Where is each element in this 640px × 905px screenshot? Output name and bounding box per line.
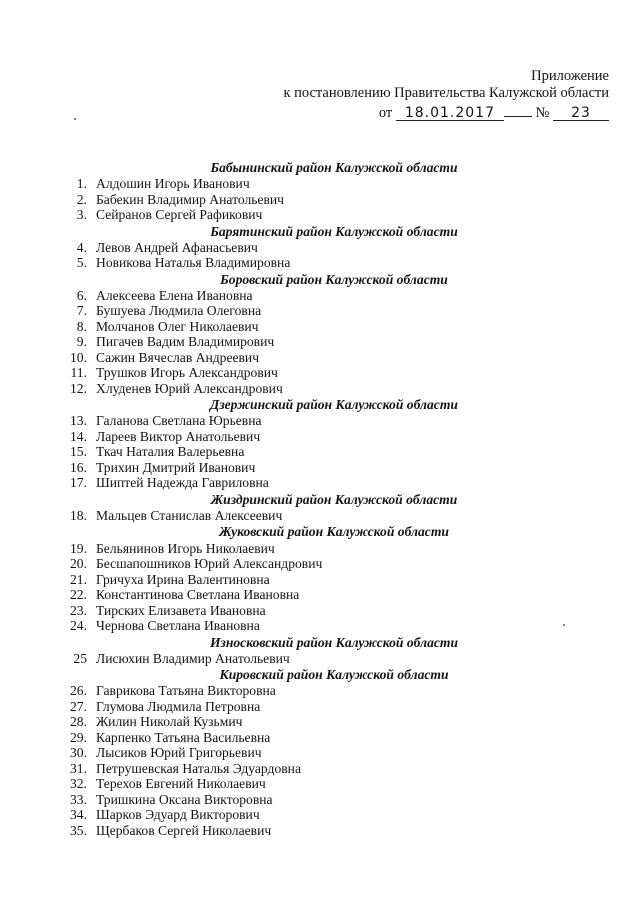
list-item (0, 572, 640, 588)
person-name: Глумова Людмила Петровна (96, 698, 261, 714)
list-item (0, 761, 640, 777)
person-name: Сейранов Сергей Рафикович (96, 207, 263, 223)
person-name: Гричуха Ирина Валентиновна (96, 571, 270, 587)
item-number: 33. (70, 791, 87, 807)
list-item (0, 460, 640, 476)
list-item (0, 541, 640, 557)
people-list (0, 159, 640, 838)
list-item (0, 319, 640, 335)
list-item (0, 792, 640, 808)
list-item (0, 381, 640, 397)
appendix-subtitle: к постановлению Правительства Калужской области (283, 85, 609, 101)
list-item (0, 745, 640, 761)
item-number: 11. (70, 365, 87, 381)
district-heading: Кировский район Калужской области (219, 667, 449, 683)
list-item (0, 556, 640, 572)
person-name: Трихин Дмитрий Иванович (96, 459, 256, 475)
list-item (0, 603, 640, 619)
district-heading: Боровский район Калужской области (220, 271, 448, 287)
list-item (0, 176, 640, 192)
item-number: 9. (76, 334, 87, 350)
item-number: 26. (70, 683, 87, 699)
list-item (0, 334, 640, 350)
item-number: 4. (76, 239, 87, 255)
person-name: Карпенко Татьяна Васильевна (96, 729, 271, 745)
person-name: Жилин Николай Кузьмич (96, 714, 243, 730)
person-name: Ткач Наталия Валерьевна (96, 444, 245, 460)
item-number: 16. (70, 459, 87, 475)
list-item (0, 730, 640, 746)
item-number: 23. (70, 602, 87, 618)
item-number: 30. (70, 745, 87, 761)
item-number: 32. (70, 776, 87, 792)
list-item (0, 683, 640, 699)
person-name: Галанова Светлана Юрьевна (96, 413, 262, 429)
item-number: 15. (70, 444, 87, 460)
person-name: Тирских Елизавета Ивановна (96, 602, 266, 618)
resolution-number: 23 (553, 106, 609, 121)
district-heading: Барятинский район Калужской области (210, 223, 458, 239)
item-number: 17. (70, 475, 87, 491)
list-item (0, 350, 640, 366)
number-prefix: № (535, 105, 550, 121)
list-item (0, 303, 640, 319)
person-name: Алексеева Елена Ивановна (96, 287, 253, 303)
person-name: Терехов Евгений Николаевич (96, 776, 266, 792)
item-number: 5. (76, 255, 87, 271)
list-item (0, 475, 640, 491)
item-number: 20. (70, 556, 87, 572)
item-number: 19. (70, 540, 87, 556)
person-name: Тришкина Оксана Викторовна (96, 791, 273, 807)
person-name: Константинова Светлана Ивановна (96, 587, 300, 603)
person-name: Хлуденев Юрий Александрович (96, 380, 283, 396)
person-name: Лысиков Юрий Григорьевич (96, 745, 262, 761)
item-number: 6. (76, 287, 87, 303)
list-item (0, 288, 640, 304)
person-name: Чернова Светлана Ивановна (96, 618, 260, 634)
underline-gap (504, 104, 532, 117)
person-name: Пигачев Вадим Владимирович (96, 334, 275, 350)
district-heading: Жуковский район Калужской области (219, 524, 449, 540)
district-heading: Дзержинский район Калужской области (210, 397, 458, 413)
person-name: Бесшапошников Юрий Александрович (96, 556, 323, 572)
item-number: 34. (70, 807, 87, 823)
person-name: Сажин Вячеслав Андреевич (96, 349, 260, 365)
resolution-meta (283, 104, 609, 122)
item-number: 25 (73, 650, 87, 666)
list-item (0, 240, 640, 256)
person-name: Мальцев Станислав Алексеевич (96, 507, 283, 523)
person-name: Новикова Наталья Владимировна (96, 255, 291, 271)
item-number: 8. (76, 318, 87, 334)
person-name: Лисюхин Владимир Анатольевич (96, 650, 290, 666)
item-number: 10. (70, 349, 87, 365)
person-name: Алдошин Игорь Иванович (96, 176, 250, 192)
person-name: Лареев Виктор Анатольевич (96, 428, 261, 444)
list-item (0, 651, 640, 667)
scan-speck (74, 118, 76, 120)
person-name: Молчанов Олег Николаевич (96, 318, 259, 334)
item-number: 14. (70, 428, 87, 444)
list-item (0, 807, 640, 823)
item-number: 24. (70, 618, 87, 634)
district-heading: Жиздринский район Калужской области (210, 491, 458, 507)
list-item (0, 618, 640, 634)
item-number: 2. (76, 191, 87, 207)
item-number: 35. (70, 822, 87, 838)
list-item (0, 207, 640, 223)
list-item (0, 699, 640, 715)
list-item (0, 255, 640, 271)
item-number: 18. (70, 507, 87, 523)
list-item (0, 365, 640, 381)
item-number: 13. (70, 413, 87, 429)
item-number: 28. (70, 714, 87, 730)
district-heading: Износковский район Калужской области (209, 634, 459, 650)
person-name: Щербаков Сергей Николаевич (96, 822, 272, 838)
person-name: Левов Андрей Афанасьевич (96, 239, 258, 255)
item-number: 31. (70, 760, 87, 776)
list-item (0, 776, 640, 792)
person-name: Трушков Игорь Александрович (96, 365, 278, 381)
person-name: Шарков Эдуард Викторович (96, 807, 260, 823)
item-number: 7. (76, 303, 87, 319)
person-name: Петрушевская Наталья Эдуардовна (96, 760, 301, 776)
item-number: 22. (70, 587, 87, 603)
list-item (0, 823, 640, 839)
person-name: Гаврикова Татьяна Викторовна (96, 683, 276, 699)
person-name: Бельянинов Игорь Николаевич (96, 540, 275, 556)
person-name: Бушуева Людмила Олеговна (96, 303, 262, 319)
person-name: Шиптей Надежда Гавриловна (96, 475, 269, 491)
document-header (283, 68, 609, 122)
item-number: 27. (70, 698, 87, 714)
item-number: 3. (76, 207, 87, 223)
list-item (0, 587, 640, 603)
resolution-date: 18.01.2017 (396, 106, 504, 121)
date-prefix: от (378, 105, 393, 121)
list-item (0, 429, 640, 445)
item-number: 21. (70, 571, 87, 587)
district-heading: Бабынинский район Калужской области (210, 160, 458, 175)
item-number: 29. (70, 729, 87, 745)
list-item (0, 192, 640, 208)
appendix-title: Приложение (531, 68, 609, 84)
item-number: 1. (76, 176, 87, 192)
list-item (0, 413, 640, 429)
list-item (0, 714, 640, 730)
person-name: Бабекин Владимир Анатольевич (96, 191, 285, 207)
item-number: 12. (70, 380, 87, 396)
list-item (0, 508, 640, 524)
list-item (0, 444, 640, 460)
